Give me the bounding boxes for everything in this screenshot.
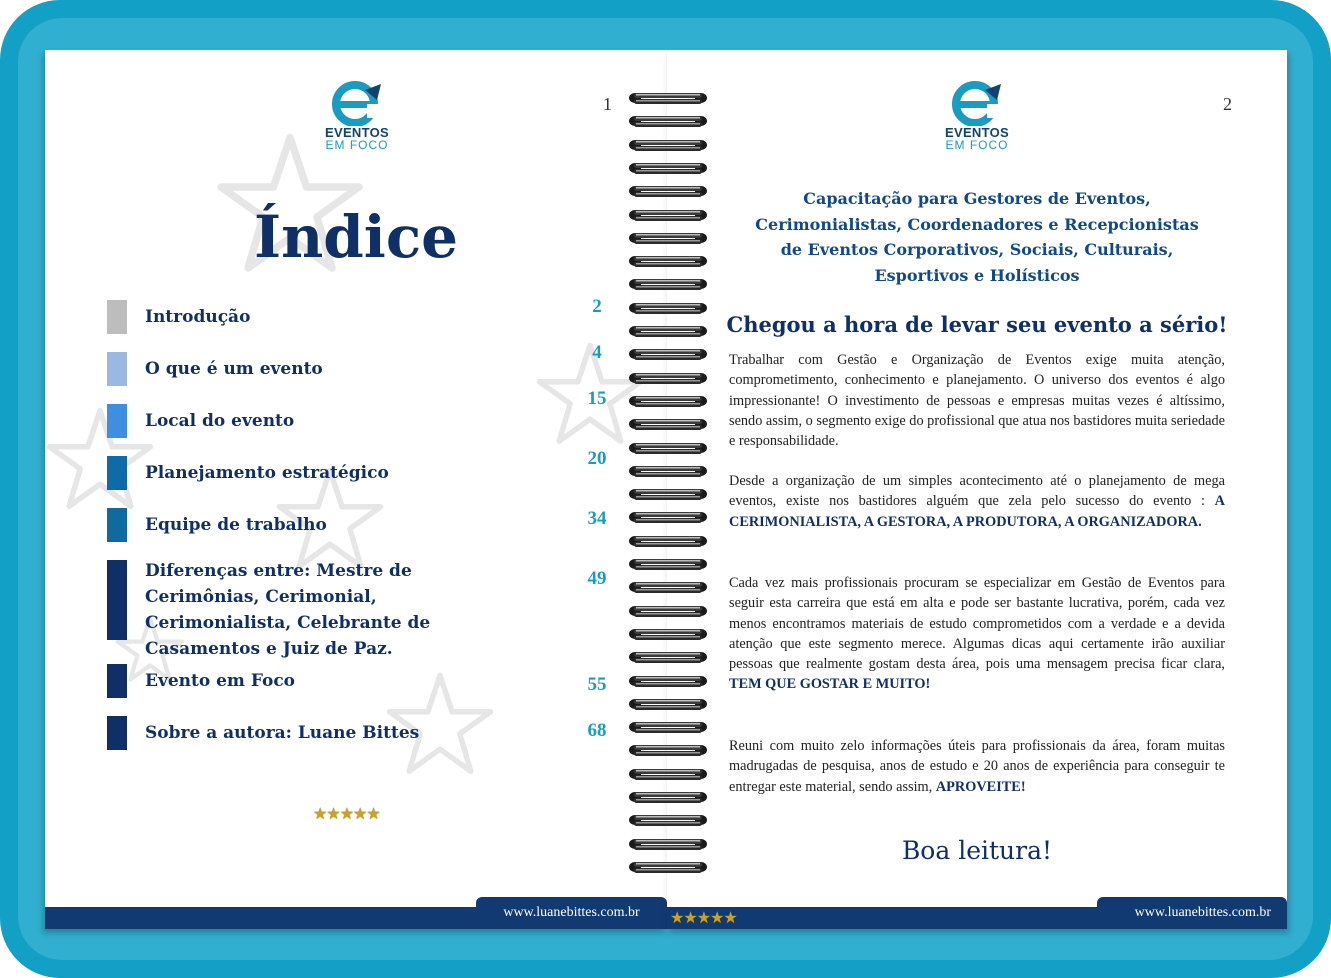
spiral-coil	[626, 160, 710, 176]
spiral-coil	[626, 742, 710, 758]
toc-page-number: 49	[587, 568, 607, 589]
toc-item[interactable]	[107, 664, 627, 698]
spiral-coil	[626, 300, 710, 316]
paragraph-text: Desde a organização de um simples acontecimento até o planejamento de mega eventos, existe nos bastidores alguém que zela pelo sucesso do evento :	[729, 473, 1225, 510]
toc-color-bar	[107, 508, 127, 542]
paragraph-4	[729, 736, 1225, 797]
spiral-coil	[626, 183, 710, 199]
toc-item[interactable]	[107, 560, 627, 659]
eventos-em-foco-logo	[937, 80, 1017, 160]
toc-label: Evento em Foco	[145, 671, 296, 691]
toc-item[interactable]	[107, 508, 627, 542]
spiral-coil	[626, 416, 710, 432]
spiral-coil	[626, 323, 710, 339]
spiral-coil	[626, 579, 710, 595]
footer-url[interactable]: www.luanebittes.com.br	[476, 897, 667, 929]
logo-e-icon	[329, 80, 385, 126]
logo-line2: EM FOCO	[325, 138, 389, 152]
paragraph-3	[729, 573, 1225, 695]
spiral-coil	[626, 276, 710, 292]
toc-color-bar	[107, 404, 127, 438]
toc-page-number: 34	[587, 508, 607, 529]
spiral-coil	[626, 649, 710, 665]
page-number: 1	[603, 94, 612, 114]
spiral-coil	[626, 533, 710, 549]
toc-color-bar	[107, 300, 127, 334]
spiral-coil	[626, 393, 710, 409]
right-page	[667, 50, 1287, 929]
spiral-binding	[626, 90, 716, 890]
paragraph-bold: APROVEITE!	[935, 778, 1026, 795]
toc-page-number: 2	[592, 296, 602, 317]
headline: Chegou a hora de levar seu evento a sério!	[726, 312, 1228, 337]
toc-color-bar	[107, 716, 127, 750]
paragraph-bold: TEM QUE GOSTAR E MUITO!	[729, 676, 931, 693]
toc-page-number: 20	[587, 448, 607, 469]
paragraph-text: Reuni com muito zelo informações úteis para profissionais da área, foram muitas madrugadas de pesquisa, anos de estudo e 20 anos de experiência para conseguir te entregar este material, sendo assim,	[729, 738, 1225, 795]
spiral-coil	[626, 509, 710, 525]
spiral-coil	[626, 346, 710, 362]
footer-url[interactable]: www.luanebittes.com.br	[1097, 897, 1287, 929]
toc-page-number: 4	[592, 342, 602, 363]
toc-color-bar	[107, 664, 127, 698]
spiral-coil	[626, 440, 710, 456]
spiral-coil	[626, 626, 710, 642]
toc-item[interactable]	[107, 300, 627, 334]
spiral-coil	[626, 90, 710, 106]
logo-line1: EVENTOS	[325, 125, 389, 140]
spiral-coil	[626, 603, 710, 619]
spiral-coil	[626, 836, 710, 852]
logo-line1: EVENTOS	[945, 125, 1009, 140]
course-subtitle	[717, 186, 1237, 288]
spiral-coil	[626, 113, 710, 129]
toc-label: Equipe de trabalho	[145, 515, 327, 535]
spiral-coil	[626, 719, 710, 735]
subtitle-line: Esportivos e Holísticos	[874, 265, 1080, 285]
toc-label: Local do evento	[145, 411, 295, 431]
page-number: 2	[1223, 94, 1232, 114]
spiral-coil	[626, 463, 710, 479]
paragraph-bold: A CERIMONIALISTA, A GESTORA, A PRODUTORA, A ORGANIZADORA.	[729, 493, 1225, 530]
toc-color-bar	[107, 560, 127, 640]
toc-page-number: 55	[587, 674, 607, 695]
toc-page-number: 15	[587, 388, 607, 409]
page-title: Índice	[253, 203, 459, 271]
logo-e-icon	[949, 80, 1005, 126]
toc-color-bar	[107, 456, 127, 490]
subtitle-line: Capacitação para Gestores de Eventos,	[803, 189, 1151, 208]
spine-rating-stars: ★★★★★	[670, 908, 737, 927]
spiral-coil	[626, 673, 710, 689]
spiral-coil	[626, 253, 710, 269]
toc-label: Planejamento estratégico	[145, 463, 389, 483]
toc-label: Sobre a autora: Luane Bittes	[145, 723, 420, 743]
spiral-coil	[626, 812, 710, 828]
toc-label: Diferenças entre: Mestre de Cerimônias, Cerimonial, Cerimonialista, Celebrante de Casamentos e Juiz de Paz.	[145, 561, 431, 659]
toc-item[interactable]	[107, 352, 627, 386]
spiral-coil	[626, 207, 710, 223]
spiral-coil	[626, 859, 710, 875]
spiral-coil	[626, 696, 710, 712]
toc-item[interactable]	[107, 404, 627, 438]
spiral-coil	[626, 556, 710, 572]
spiral-coil	[626, 789, 710, 805]
logo-line2: EM FOCO	[945, 138, 1009, 152]
subtitle-line: de Eventos Corporativos, Sociais, Culturais,	[780, 240, 1174, 259]
paragraph-2	[729, 471, 1225, 532]
spiral-coil	[626, 486, 710, 502]
spiral-coil	[626, 370, 710, 386]
paragraph-text: Cada vez mais profissionais procuram se especializar em Gestão de Eventos para seguir esta carreira que está em alta e pode ser bastante lucrativa, porém, cada vez menos encontramos materiais de estudo comprometidos com a verdade e a devida atenção que este segmento merece. Algumas dicas aqui certamente irão auxiliar pessoas que realmente gostam desta área, pois uma mensagem precisa ficar clara,	[729, 575, 1225, 673]
subtitle-line: Cerimonialistas, Coordenadores e Recepcionistas	[755, 214, 1199, 234]
closing-text: Boa leitura!	[901, 836, 1053, 865]
eventos-em-foco-logo	[317, 80, 397, 160]
spiral-coil	[626, 230, 710, 246]
toc-color-bar	[107, 352, 127, 386]
spiral-coil	[626, 137, 710, 153]
toc-item[interactable]	[107, 716, 627, 750]
spiral-coil	[626, 766, 710, 782]
paragraph-1: Trabalhar com Gestão e Organização de Eventos exige muita atenção, comprometimento, conhecimento e planejamento. O universo dos eventos é algo impressionante! O investimento de pessoas e empresas muitas vezes é altíssimo, sendo assim, o segmento exige do profissional que atua nos bastidores muita seriedade e responsabilidade.	[729, 352, 1225, 450]
toc-label: Introdução	[145, 307, 251, 327]
left-page	[45, 50, 667, 929]
toc-item[interactable]	[107, 456, 627, 490]
rating-stars: ★★★★★	[313, 804, 380, 823]
toc-label: O que é um evento	[145, 359, 323, 379]
toc-page-number: 68	[587, 720, 607, 741]
